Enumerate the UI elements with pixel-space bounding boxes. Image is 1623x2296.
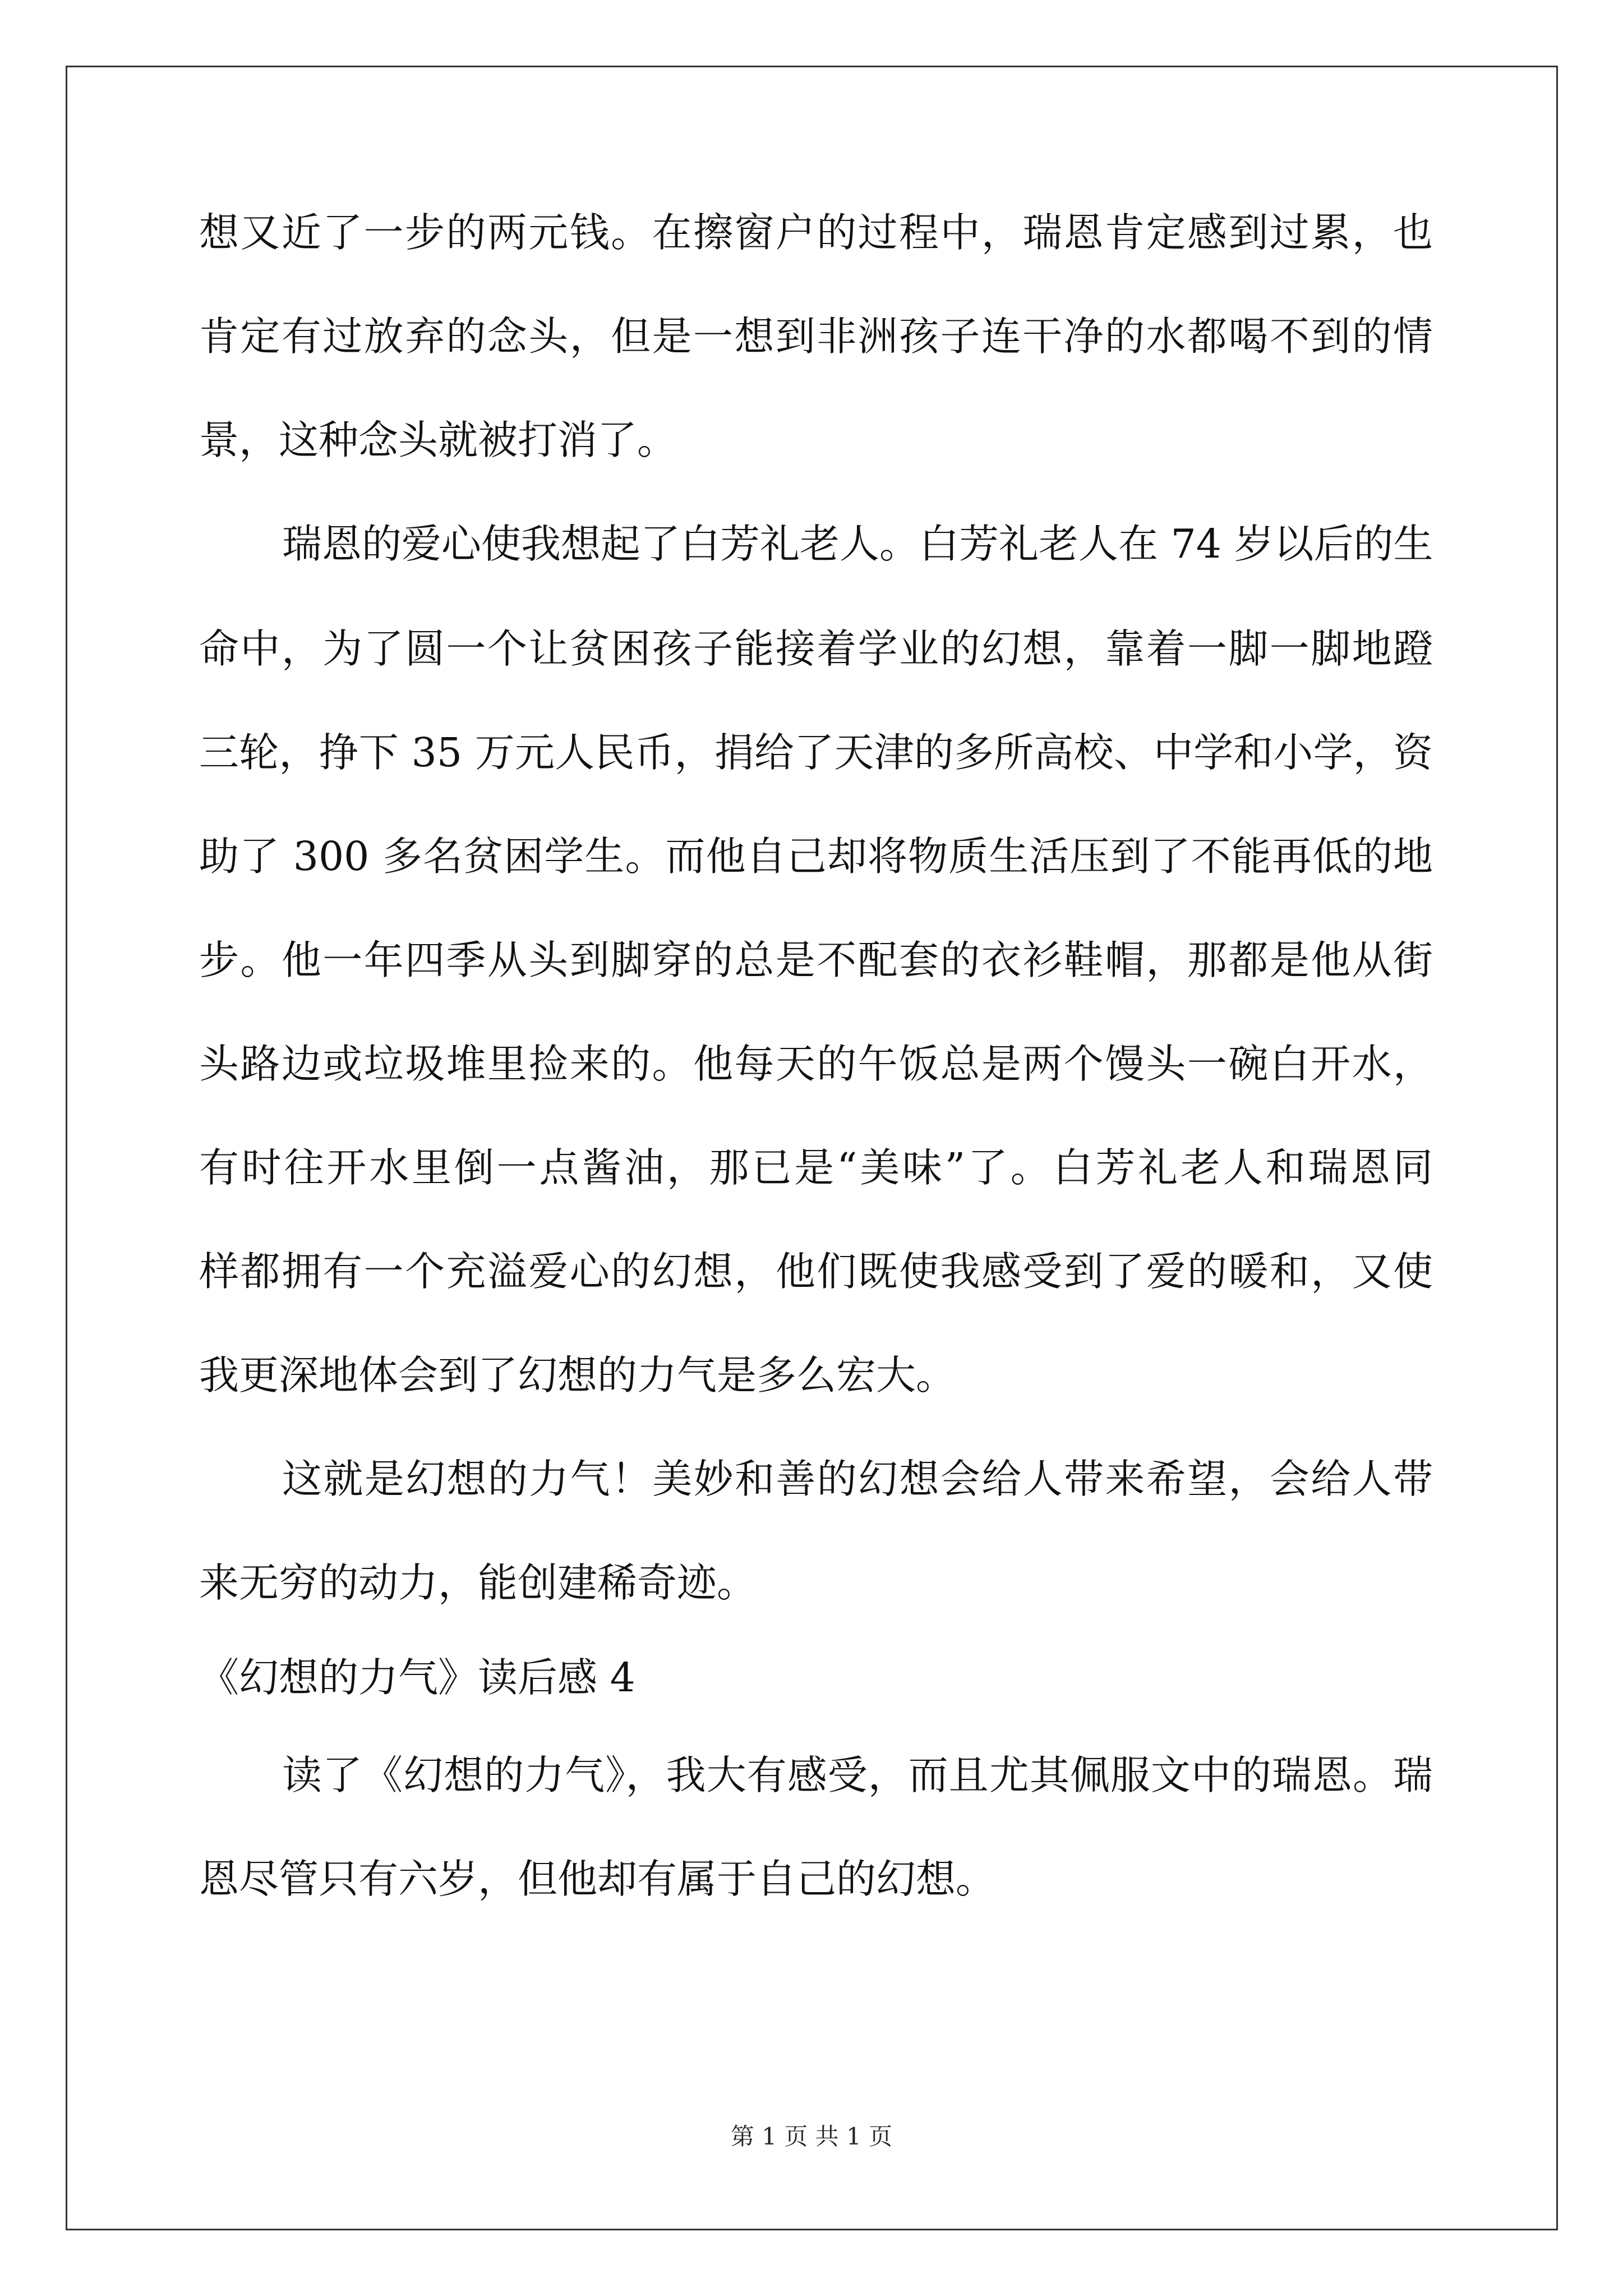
paragraph-line: 读了《幻想的力气》，我大有感受，而且尤其佩服文中的瑞恩。瑞 [282,1752,1433,1798]
paragraph-line: 恩尽管只有六岁，但他却有属于自己的幻想。 [199,1856,996,1902]
section-heading: 《幻想的力气》读后感 4 [199,1654,635,1701]
paragraph-line: 三轮，挣下 35 万元人民币，捐给了天津的多所高校、中学和小学，资 [199,729,1433,776]
paragraph-line: 瑞恩的爱心使我想起了白芳礼老人。白芳礼老人在 74 岁以后的生 [282,521,1433,567]
paragraph-line: 想又近了一步的两元钱。在擦窗户的过程中，瑞恩肯定感到过累，也 [199,209,1433,256]
paragraph-line: 助了 300 多名贫困学生。而他自己却将物质生活压到了不能再低的地 [199,833,1433,880]
paragraph-line: 景，这种念头就被打消了。 [199,417,677,463]
page-footer: 第 1 页 共 1 页 [730,2123,893,2150]
paragraph-line: 我更深地体会到了幻想的力气是多么宏大。 [199,1352,956,1398]
paragraph-line: 肯定有过放弃的念头，但是一想到非洲孩子连干净的水都喝不到的情 [199,313,1433,360]
paragraph-line: 步。他一年四季从头到脚穿的总是不配套的衣衫鞋帽，那都是他从街 [199,937,1433,983]
paragraph-line: 头路边或垃圾堆里捡来的。他每天的午饭总是两个馒头一碗白开水， [199,1041,1433,1087]
paragraph-line: 这就是幻想的力气！美妙和善的幻想会给人带来希望，会给人带 [282,1456,1433,1502]
paragraph-line: 有时往开水里倒一点酱油，那已是“美味”了。白芳礼老人和瑞恩同 [199,1144,1433,1191]
paragraph-line: 来无穷的动力，能创建稀奇迹。 [199,1559,757,1606]
paragraph-line: 样都拥有一个充溢爱心的幻想，他们既使我感受到了爱的暖和，又使 [199,1248,1433,1295]
paragraph-line: 命中，为了圆一个让贫困孩子能接着学业的幻想，靠着一脚一脚地蹬 [199,625,1433,672]
